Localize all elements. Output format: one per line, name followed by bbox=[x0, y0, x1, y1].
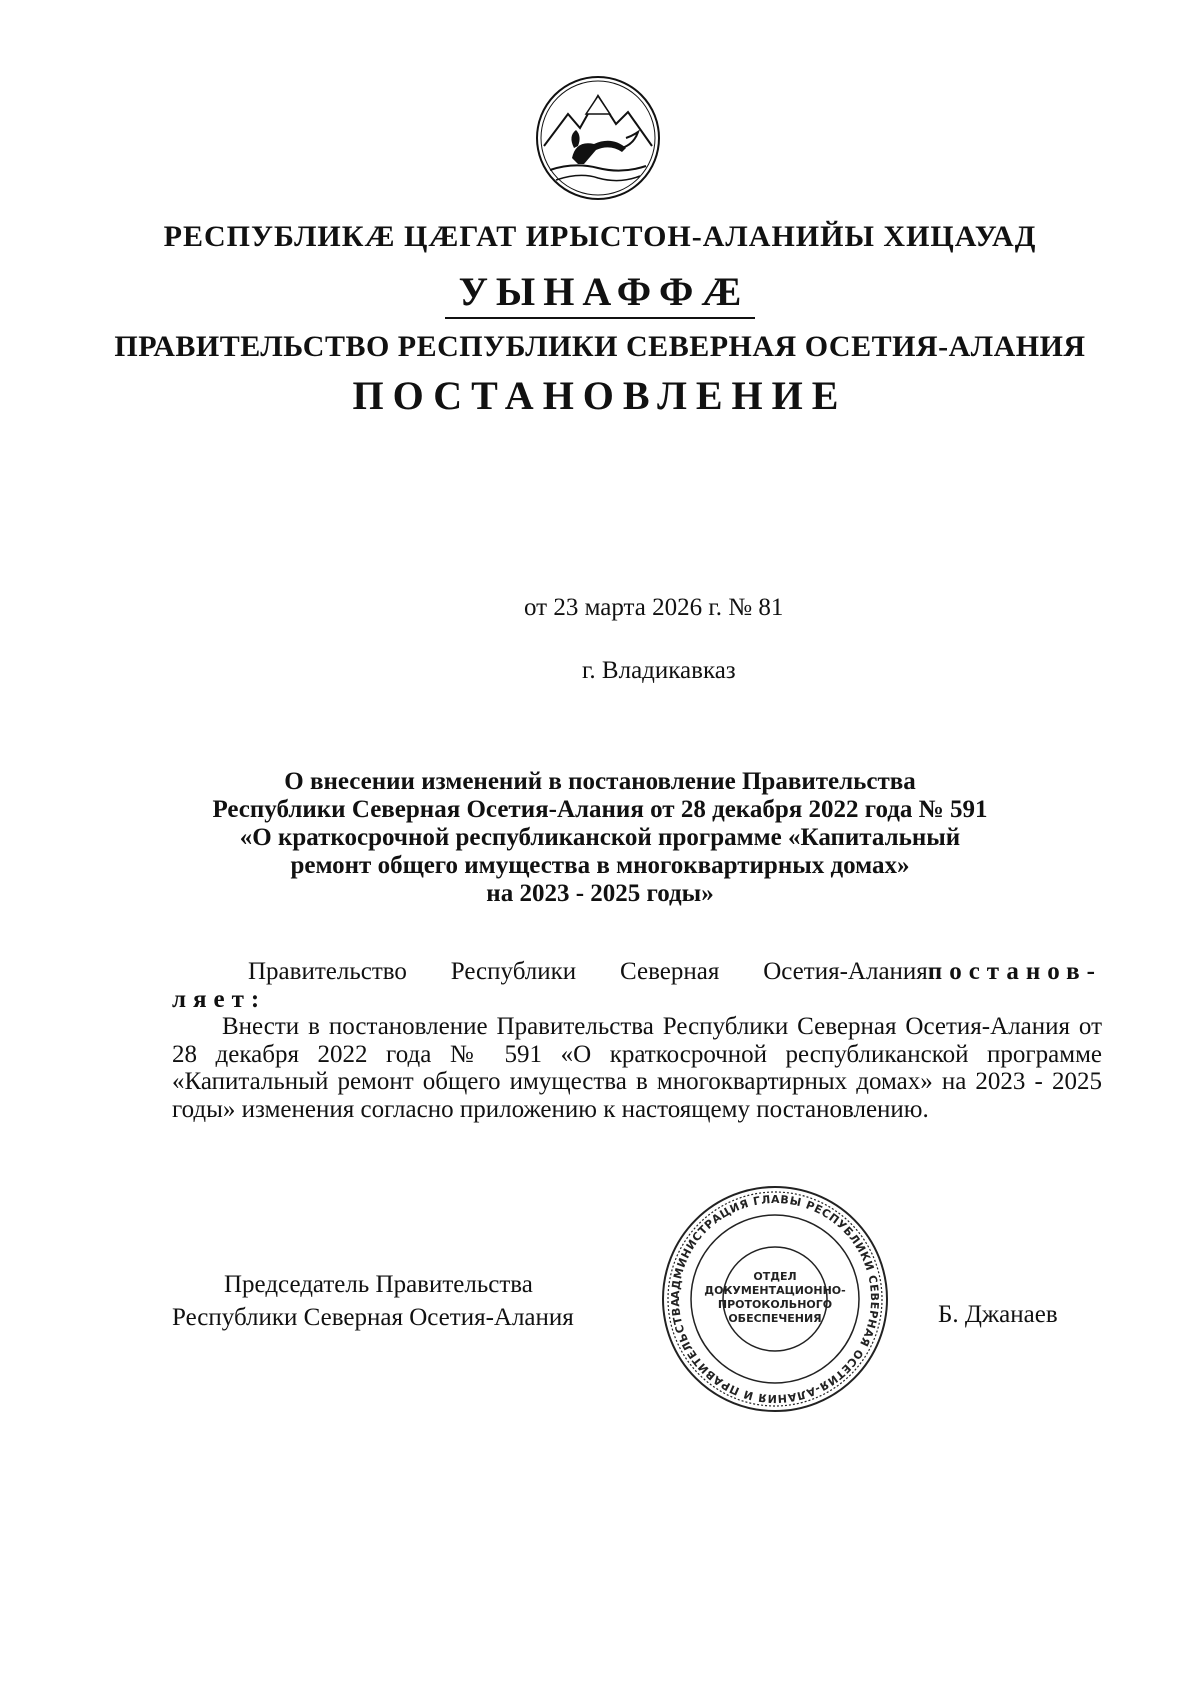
seal-outer-text: АДМИНИСТРАЦИЯ ГЛАВЫ РЕСПУБЛИКИ СЕВЕРНАЯ ОСЕТИЯ-АЛАНИЯ И ПРАВИТЕЛЬСТВА bbox=[668, 1192, 882, 1406]
seal-center-line: ДОКУМЕНТАЦИОННО- bbox=[704, 1284, 846, 1297]
signature-block bbox=[172, 1268, 574, 1334]
header-decree-russian: ПОСТАНОВЛЕНИЕ bbox=[352, 373, 848, 418]
header-republic-ossetian: РЕСПУБЛИКÆ ЦÆГАТ ИРЫСТОН-АЛАНИЙЫ ХИЦАУАД bbox=[163, 220, 1037, 253]
seal-center-line: ПРОТОКОЛЬНОГО bbox=[717, 1298, 833, 1311]
resolution-verb: постанов- bbox=[927, 958, 1102, 985]
official-seal-icon bbox=[660, 1184, 890, 1414]
resolution-subject: Правительство Республики Северная Осетия-Алания bbox=[248, 958, 928, 985]
header-government-russian: ПРАВИТЕЛЬСТВО РЕСПУБЛИКИ СЕВЕРНАЯ ОСЕТИЯ-АЛАНИЯ bbox=[114, 330, 1086, 363]
document-date-number: от 23 марта 2026 г. № 81 bbox=[524, 594, 784, 621]
title-line: Республики Северная Осетия-Алания от 28 декабря 2022 года № 591 bbox=[212, 796, 988, 823]
document-body bbox=[172, 958, 1102, 1123]
resolution-verb-end: ляет: bbox=[172, 985, 267, 1013]
title-line: на 2023 - 2025 годы» bbox=[486, 880, 714, 907]
title-line: О внесении изменений в постановление Правительства bbox=[284, 768, 916, 795]
signer-position-line2: Республики Северная Осетия-Алания bbox=[172, 1304, 574, 1331]
header-decree-ossetian bbox=[0, 268, 1200, 319]
seal-center-line: ОБЕСПЕЧЕНИЯ bbox=[728, 1312, 822, 1325]
title-line: ремонт общего имущества в многоквартирных домах» bbox=[290, 852, 910, 879]
document-city: г. Владикавказ bbox=[582, 657, 736, 684]
signer-position-line1: Председатель Правительства bbox=[224, 1271, 533, 1298]
header-decree-ossetian-text: УЫНАФФÆ bbox=[445, 268, 756, 319]
resolution-text: Внести в постановление Правительства Республики Северная Осетия-Алания от 28 декабря 2022 года № 591 «О краткосрочной республиканской программе «Капитальный ремонт общего имущества в многоквартирных домах» на 2023 - 2025 годы» изменения согласно приложению к настоящему постановлению. bbox=[172, 1013, 1102, 1123]
resolution-paragraph bbox=[172, 958, 1102, 986]
seal-center-line: ОТДЕЛ bbox=[753, 1270, 797, 1283]
coat-of-arms-icon bbox=[534, 74, 662, 202]
document-title bbox=[120, 768, 1080, 908]
signer-name: Б. Джанаев bbox=[938, 1301, 1058, 1328]
title-line: «О краткосрочной республиканской программе «Капитальный bbox=[239, 824, 961, 851]
